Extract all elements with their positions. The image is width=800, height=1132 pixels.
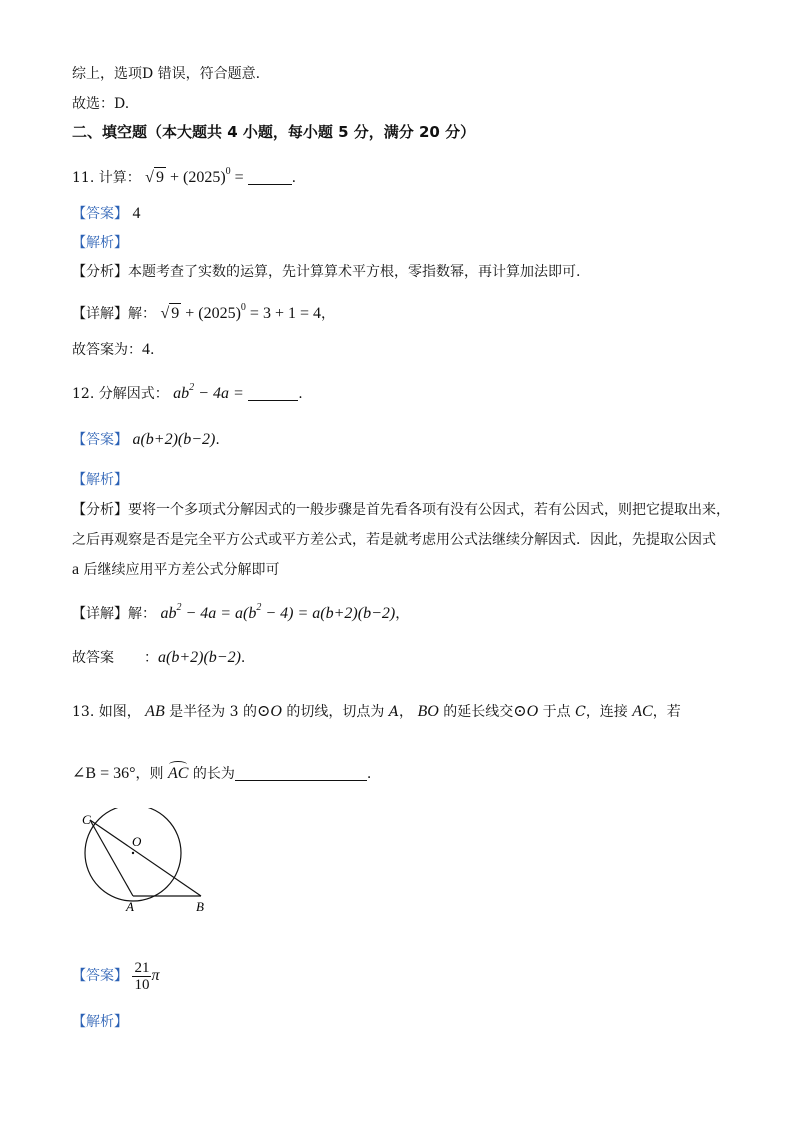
q12-detail-end: ， xyxy=(395,606,410,622)
q13-answer-denominator: 10 xyxy=(134,976,150,993)
q13-answer-numerator: 21 xyxy=(134,959,150,976)
analysis-label: 【解析】 xyxy=(72,235,128,251)
choice-line: 故选：D. xyxy=(72,96,130,112)
q11-radicand: 9 xyxy=(155,169,164,186)
question-13 xyxy=(72,702,681,722)
q11-detail-end: ， xyxy=(321,306,335,322)
q12-answer: a(b+2)(b−2) xyxy=(132,431,216,448)
q12-fenxi-1 xyxy=(72,500,730,520)
question-11: 11. 计算： √ $9 + (2025)^0$ = . xyxy=(72,166,297,186)
q13-end: . xyxy=(366,766,372,782)
q13-answer-blank xyxy=(235,766,367,781)
q13-text-2: 的切线，切点为 xyxy=(281,704,389,720)
q13-circle-o-2: ⊙O xyxy=(513,703,539,720)
analysis-label: 【解析】 xyxy=(72,1014,128,1030)
q12-final xyxy=(72,648,245,668)
label-o: O xyxy=(132,834,142,849)
q13-angle: ∠B = 36° xyxy=(72,765,136,782)
answer-label: 【答案】 xyxy=(72,206,128,222)
fenxi-label: 【分析】 xyxy=(72,264,128,280)
q13-circle-o: ⊙O xyxy=(256,703,282,720)
q11-base: (2025) xyxy=(182,169,226,186)
q13-bo: BO xyxy=(417,703,439,720)
q11-answer-blank xyxy=(248,170,292,185)
q11-expression: √ $9 + (2025)^0$ = xyxy=(145,166,244,186)
question-11-number: 11. 计算： xyxy=(72,170,141,186)
q11-plus: + xyxy=(169,169,179,186)
q12-detail-expression: $ab^2 - 4a = a(b^2 - 4) = a(b+2)(b-2)$ xyxy=(160,602,396,622)
q11-answer: 4 xyxy=(132,205,141,222)
q12-answer-blank xyxy=(248,386,298,401)
q11-final-end: . xyxy=(150,342,155,358)
q11-final xyxy=(72,340,154,360)
q11-final-answer: 4 xyxy=(142,341,150,358)
q11-detail-prefix: 解： xyxy=(128,306,156,322)
q13-text-3: 的延长线交 xyxy=(438,704,514,720)
center-dot xyxy=(132,852,134,854)
label-a: A xyxy=(126,899,134,914)
q13-arc-ac: AC xyxy=(167,765,189,782)
detail-label: 【详解】 xyxy=(72,306,128,322)
q13-line-2 xyxy=(72,764,371,784)
answer-label: 【答案】 xyxy=(72,432,128,448)
q11-final-prefix: 故答案为： xyxy=(72,342,142,358)
q13-ab: AB xyxy=(145,703,165,720)
q12-final-end: . xyxy=(240,650,246,666)
q11-detail xyxy=(72,298,335,324)
question-12: 12. 分解因式： $ab^2 - 4a$ = . xyxy=(72,382,303,402)
q11-detail-tail: = 3 + 1 = 4 xyxy=(249,305,321,322)
q11-detail-plus: + xyxy=(185,305,195,322)
q11-detail-radicand: 9 xyxy=(171,305,180,322)
question-12-number: 12. 分解因式： xyxy=(72,386,169,402)
q12-answer-end: . xyxy=(215,432,220,448)
section-title: 二、填空题（本大题共 4 小题，每小题 5 分，满分 20 分） xyxy=(72,123,476,141)
q12-fenxi-text-3: 后继续应用平方差公式分解即可 xyxy=(79,562,280,578)
q12-fenxi-2: 之后再观察是否是完全平方公式或平方差公式，若是就考虑用公式法继续分解因式．因此，先提取公因式 xyxy=(72,532,716,548)
q11-fenxi xyxy=(72,262,580,282)
answer-label: 【答案】 xyxy=(72,968,128,984)
q12-detail-prefix: 解： xyxy=(128,606,156,622)
q12-detail xyxy=(72,598,409,624)
q11-equals: = xyxy=(234,169,244,186)
q13-point-a: A xyxy=(388,704,399,720)
q12-expression: $ab^2 - 4a$ = xyxy=(173,382,244,402)
q13-comma: ， xyxy=(398,704,413,720)
q12-final-prefix: 故答案 xyxy=(72,650,114,666)
q11-answer-line xyxy=(72,204,140,224)
q13-text-8: 的长为 xyxy=(188,766,235,782)
segment-c-b xyxy=(90,820,201,896)
q11-detail-expression: √ $9 + (2025)^0 = 3 + 1 = 4$ xyxy=(160,302,321,322)
q13-answer-line xyxy=(72,958,159,994)
q12-fenxi-text-1: 要将一个多项式分解因式的一般步骤是首先看各项有没有公因式，若有公因式，则把它提取出来， xyxy=(128,502,730,518)
q11-fenxi-text: 本题考查了实数的运算，先计算算术平方根，零指数幂，再计算加法即可. xyxy=(128,264,581,280)
q13-text-4: 于点 xyxy=(538,704,576,720)
q13-answer-fraction xyxy=(132,960,151,993)
geometry-figure xyxy=(78,808,218,918)
summary-line: 综上，选项D 错误，符合题意. xyxy=(72,66,261,82)
q13-text-7: ，则 xyxy=(135,766,168,782)
q13-text-5: ，连接 xyxy=(585,704,633,720)
fenxi-label: 【分析】 xyxy=(72,502,128,518)
label-b: B xyxy=(196,899,204,914)
q13-text-1: 是半径为 3 的 xyxy=(164,704,257,720)
label-c: C xyxy=(82,812,91,827)
q13-answer-pi: π xyxy=(151,967,160,984)
q11-detail-exponent: 0 xyxy=(240,302,246,313)
q13-ac: AC xyxy=(632,703,653,720)
q11-exponent: 0 xyxy=(225,166,231,177)
q12-final-answer: a(b+2)(b−2) xyxy=(158,649,241,666)
detail-label: 【详解】 xyxy=(72,606,128,622)
q11-detail-base: (2025) xyxy=(198,305,241,322)
q12-final-colon: ： xyxy=(144,650,158,666)
q12-fenxi-3 xyxy=(72,560,280,580)
q13-point-c: C xyxy=(575,704,586,720)
q13-text-6: ，若 xyxy=(652,704,681,720)
q12-answer-line xyxy=(72,430,220,450)
q12-fenxi-var: a xyxy=(72,561,80,578)
question-13-number: 13. 如图， xyxy=(72,704,141,720)
analysis-label: 【解析】 xyxy=(72,472,128,488)
circle-o xyxy=(85,808,181,901)
